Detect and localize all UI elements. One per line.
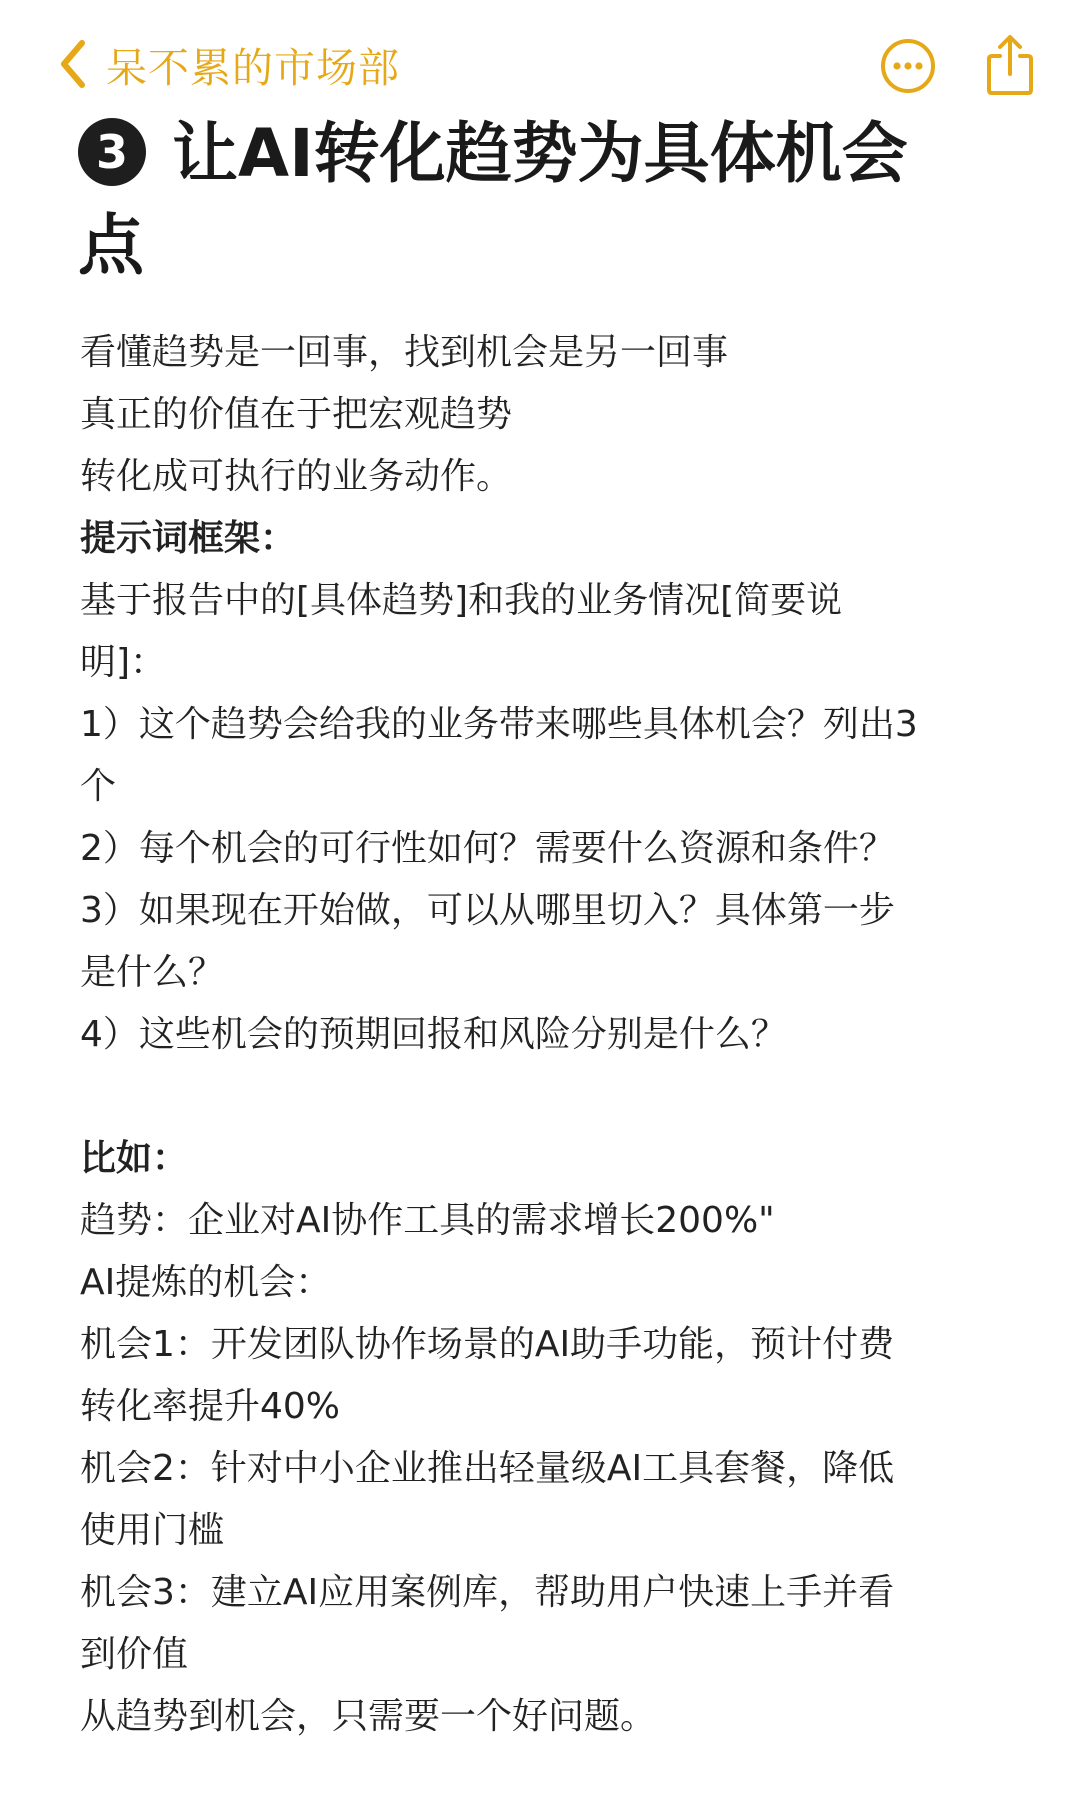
circled-number-badge: 3	[78, 118, 146, 186]
example-line: AI提炼的机会：	[80, 1262, 332, 1303]
example-line: 转化率提升40%	[80, 1386, 341, 1427]
back-button[interactable]	[58, 34, 400, 94]
back-label: 呆不累的市场部	[106, 43, 400, 92]
framework-line: 基于报告中的[具体趋势]和我的业务情况[简要说	[80, 580, 843, 621]
example-line: 到价值	[80, 1634, 189, 1675]
example-line: 从趋势到机会，只需要一个好问题。	[80, 1696, 657, 1737]
framework-line: 是什么？	[80, 952, 225, 993]
note-body	[80, 322, 1020, 1748]
framework-line: 1）这个趋势会给我的业务带来哪些具体机会？列出3	[80, 704, 918, 745]
share-icon	[986, 81, 1034, 100]
intro-line: 真正的价值在于把宏观趋势	[80, 394, 513, 435]
title-text-line-2: 点	[78, 207, 144, 284]
framework-line: 4）这些机会的预期回报和风险分别是什么？	[80, 1014, 787, 1055]
framework-line: 2）每个机会的可行性如何？需要什么资源和条件？	[80, 828, 895, 869]
intro-line: 看懂趋势是一回事，找到机会是另一回事	[80, 332, 729, 373]
example-line: 使用门槛	[80, 1510, 225, 1551]
more-icon	[880, 79, 936, 98]
example-line: 趋势：企业对AI协作工具的需求增长200%"	[80, 1200, 775, 1241]
framework-line: 个	[80, 766, 117, 807]
intro-line: 转化成可执行的业务动作。	[80, 456, 513, 497]
example-line: 机会3：建立AI应用案例库，帮助用户快速上手并看	[80, 1572, 895, 1613]
example-line: 机会1：开发团队协作场景的AI助手功能，预计付费	[80, 1324, 895, 1365]
example-heading: 比如：	[80, 1138, 189, 1179]
framework-heading: 提示词框架：	[80, 518, 297, 559]
chevron-left-icon	[58, 39, 88, 89]
blank-line	[80, 1066, 1020, 1128]
framework-line: 3）如果现在开始做，可以从哪里切入？具体第一步	[80, 890, 895, 931]
example-line: 机会2：针对中小企业推出轻量级AI工具套餐，降低	[80, 1448, 895, 1489]
more-button[interactable]	[880, 38, 936, 94]
title-text-line-1: 让AI转化趋势为具体机会	[172, 115, 908, 192]
share-button[interactable]	[986, 34, 1034, 96]
note-title	[78, 108, 978, 292]
framework-line: 明]：	[80, 642, 167, 683]
